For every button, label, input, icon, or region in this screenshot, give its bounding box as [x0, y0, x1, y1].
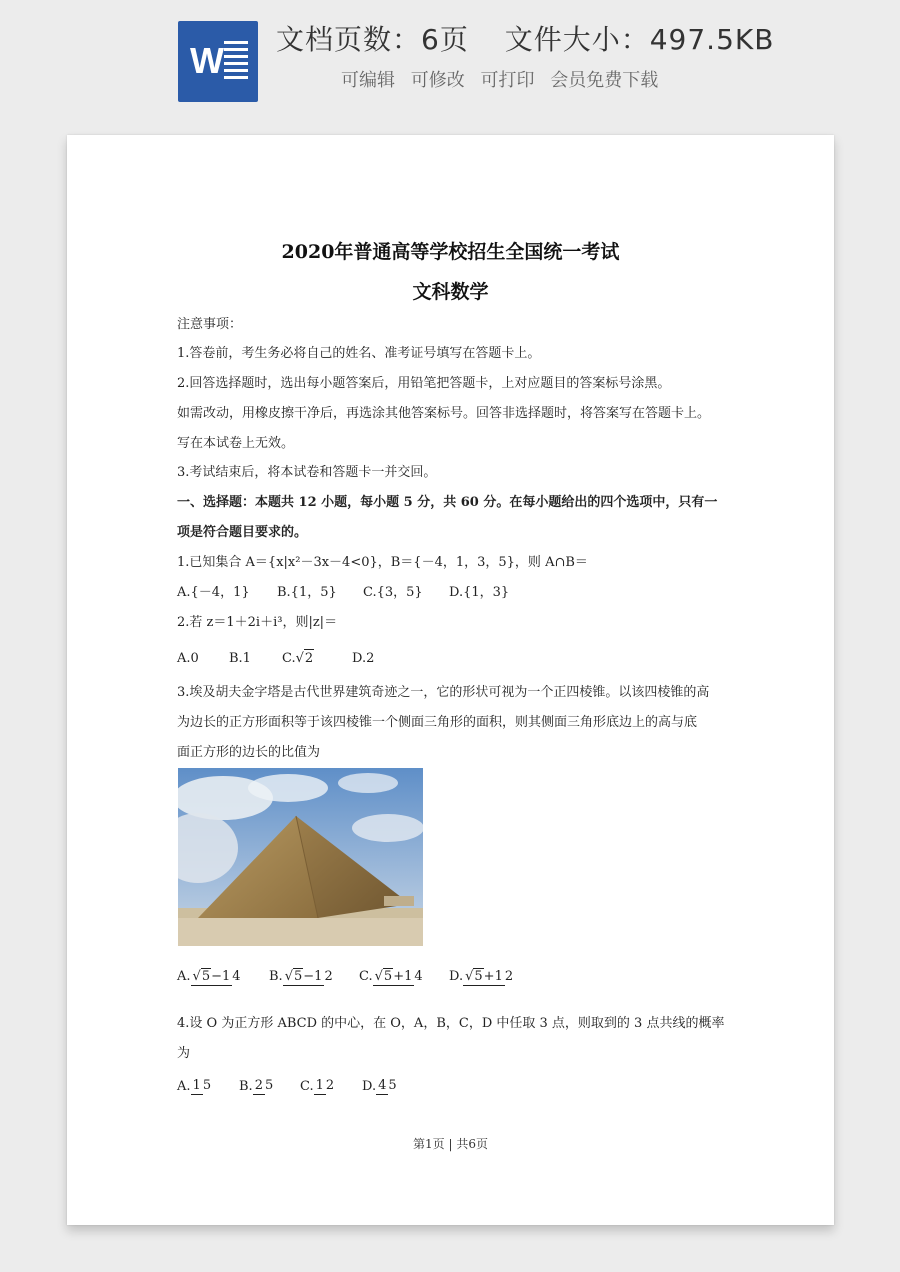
- header-banner: [0, 0, 900, 120]
- word-icon: W: [178, 21, 258, 102]
- option-b: B.1: [229, 651, 251, 666]
- option-a: A. 1 5: [177, 1078, 212, 1094]
- exam-subject: 文科数学: [412, 281, 489, 303]
- option-c: C.{3，5}: [363, 585, 423, 600]
- notice-item-3: 3.考试结束后，将本试卷和答题卡一并交回。: [177, 465, 437, 480]
- option-d: D. 4 5: [362, 1078, 397, 1094]
- question-4-line1: 4.设 O 为正方形 ABCD 的中心，在 O，A，B，C，D 中任取 3 点，则取到的 3 点共线的概率: [177, 1016, 725, 1031]
- option-c: C. 1 2: [300, 1078, 335, 1094]
- question-3-options: [177, 957, 513, 997]
- notice-item-1: 1.答卷前，考生务必将自己的姓名、准考证号填写在答题卡上。: [177, 346, 541, 361]
- page-count: 文档页数：6页: [276, 23, 469, 56]
- option-d: D.{1，3}: [449, 585, 510, 600]
- option-b: B. 2 5: [239, 1078, 274, 1094]
- notice-item-2-cont: 如需改动，用橡皮擦干净后，再选涂其他答案标号。回答非选择题时，将答案写在答题卡上。: [177, 406, 711, 421]
- page-footer: 第1页 | 共6页: [413, 1137, 488, 1151]
- question-1: 1.已知集合 A＝{x|x²－3x－4<0}，B＝{－4，1，3，5}，则 A∩B＝: [177, 555, 588, 570]
- question-4-options: [177, 1067, 397, 1107]
- notice-item-2-end: 写在本试卷上无效。: [177, 436, 295, 451]
- option-a: A.{－4，1}: [177, 585, 250, 600]
- question-4-line2: 为: [177, 1046, 191, 1061]
- question-3-line2: 为边长的正方形面积等于该四棱锥一个侧面三角形的面积，则其侧面三角形底边上的高与底: [177, 715, 698, 730]
- feature-free-download[interactable]: 会员免费下载: [550, 70, 659, 91]
- section-heading-cont: 项是符合题目要求的。: [177, 525, 308, 540]
- option-c: C.√2: [282, 651, 314, 666]
- sqrt-sign: √2: [295, 651, 314, 666]
- pyramid-photo: [178, 768, 423, 946]
- option-b: B.{1，5}: [277, 585, 337, 600]
- notice-heading: 注意事项：: [177, 317, 243, 332]
- question-3-line1: 3.埃及胡夫金字塔是古代世界建筑奇迹之一，它的形状可视为一个正四棱锥。以该四棱锥的高: [177, 685, 710, 700]
- section-heading: 一、选择题：本题共 12 小题，每小题 5 分，共 60 分。在每小题给出的四个选项中，只有一: [177, 495, 718, 510]
- option-a: A. √5−1 4: [177, 968, 241, 984]
- feature-list: [341, 66, 658, 92]
- feature-editable: 可编辑: [341, 70, 395, 91]
- option-a: A.0: [177, 651, 199, 666]
- notice-item-2: 2.回答选择题时，选出每小题答案后，用铅笔把答题卡，上对应题目的答案标号涂黑。: [177, 376, 671, 391]
- question-1-options: [177, 584, 509, 602]
- file-size: 文件大小：497.5KB: [504, 23, 775, 56]
- feature-printable: 可打印: [480, 70, 535, 91]
- option-d: D.2: [352, 651, 375, 666]
- feature-modifiable: 可修改: [410, 70, 465, 91]
- doc-info: [276, 18, 774, 58]
- document-page: [67, 135, 834, 1225]
- question-2: 2.若 z＝1＋2i＋i³，则|z|＝: [177, 615, 338, 630]
- option-c: C. √5+1 4: [359, 968, 423, 984]
- exam-title: 2020年普通高等学校招生全国统一考试: [281, 241, 620, 263]
- question-3-line3: 面正方形的边长的比值为: [177, 745, 321, 760]
- question-2-options: [177, 649, 374, 668]
- option-b: B. √5−1 2: [269, 968, 333, 984]
- option-d: D. √5+1 2: [449, 968, 514, 984]
